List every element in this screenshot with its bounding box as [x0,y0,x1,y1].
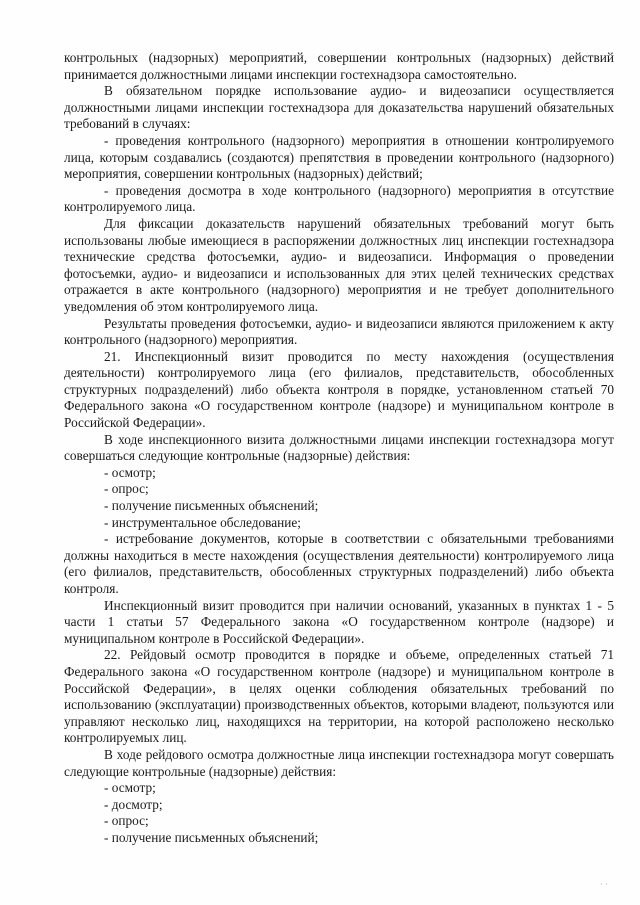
list-item-written-explanations: - получение письменных объяснений; [104,829,319,845]
list-item-obstruction-case: - проведения контрольного (надзорного) мероприятия в отношении контролируемого лица, которым создавались (создаются) препятствия в проведении контрольного (надзорного) мероприятия, совершении контрольных (надзорных) действий; [64,132,614,182]
list-item-search: - досмотр; [104,796,163,812]
list-item-instrumental-examination: - инструментальное обследование; [104,514,302,530]
list-item-document-request: - истребование документов, которые в соответствии с обязательными требованиями должны находиться в месте нахождения (осуществления деятельности) контролируемого лица (его филиалов, представительств, обособленных структурных подразделений) либо объекта контроля. [64,531,614,596]
paragraph-results-appendix: Результаты проведения фотосъемки, аудио- и видеозаписи являются приложением к акту контрольного (надзорного) мероприятия. [64,315,614,348]
list-item-absence-case: - проведения досмотра в ходе контрольного (надзорного) мероприятия в отсутствие контролируемого лица. [64,182,614,215]
paragraph-continuation: контрольных (надзорных) мероприятий, совершении контрольных (надзорных) действий принимается должностными лицами инспекции гостехнадзора самостоятельно. [64,50,614,82]
scan-specks: · · [600,880,608,889]
paragraph-av-recording-obligation: В обязательном порядке использование аудио- и видеозаписи осуществляется должностными лицами инспекции гостехнадзора для доказательства нарушений обязательных требований в случаях: [64,83,614,132]
list-item-written-explanations: - получение письменных объяснений; [104,498,319,514]
paragraph-section-21: 21. Инспекционный визит проводится по месту нахождения (осуществления деятельности) контролируемого лица (его филиалов, представительств, обособленных структурных подразделений) либо объекта контроля в порядке, установленном статьей 70 Федерального закона «О государственном контроле (надзоре) и муниципальном контроле в Российской Федерации». [64,348,614,431]
list-item-survey: - опрос; [104,481,149,497]
paragraph-inspection-actions-intro: В ходе инспекционного визита должностными лицами инспекции гостехнадзора могут совершаться следующие контрольные (надзорные) действия: [64,431,614,464]
paragraph-inspection-grounds: Инспекционный визит проводится при наличии оснований, указанных в пунктах 1 - 5 части 1 статьи 57 Федерального закона «О государственном контроле (надзоре) и муниципальном контроле в Российской Федерации». [64,597,614,646]
document-body [64,50,614,847]
paragraph-section-22: 22. Рейдовый осмотр проводится в порядке и объеме, определенных статьей 71 Федерального закона «О государственном контроле (надзоре) и муниципальном контроле в Российской Федерации», в целях оценки соблюдения обязательных требований по использованию (эксплуатации) производственных объектов, которыми владеют, пользуются или управляют несколько лиц, находящихся на территории, на которой расположено несколько контролируемых лиц. [64,647,614,746]
list-item-inspection: - осмотр; [104,780,156,796]
list-item-survey: - опрос; [104,813,149,829]
paragraph-evidence-means: Для фиксации доказательств нарушений обязательных требований могут быть использованы любые имеющиеся в распоряжении должностных лиц инспекции гостехнадзора технические средства фотосъемки, аудио- и видеозаписи. Информация о проведении фотосъемки, аудио- и видеозаписи и использованных для этих целей технических средствах отражается в акте контрольного (надзорного) мероприятия и не требует дополнительного уведомления об этом контролируемого лица. [64,215,614,314]
list-item-inspection: - осмотр; [104,464,156,480]
paragraph-raid-actions-intro: В ходе рейдового осмотра должностные лица инспекции гостехнадзора могут совершать следующие контрольные (надзорные) действия: [64,746,614,779]
